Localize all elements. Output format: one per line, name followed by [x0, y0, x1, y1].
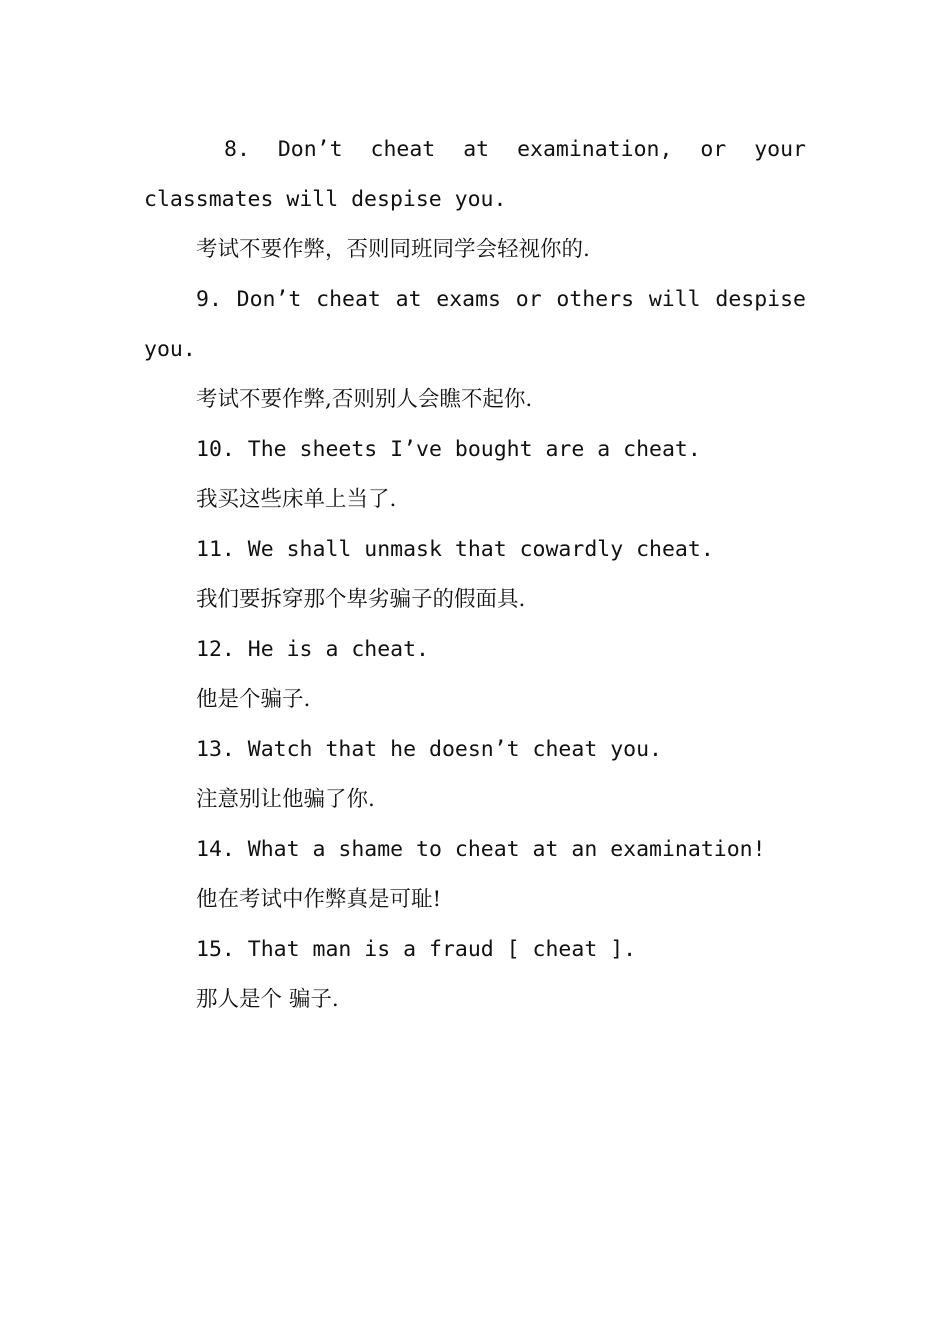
sentence-13-english: 13. Watch that he doesn’t cheat you. [196, 737, 662, 762]
sentence-13-chinese: 注意别让他骗了你. [196, 787, 375, 812]
sentence-15-english: 15. That man is a fraud [ cheat ]. [196, 937, 637, 962]
sentence-14-chinese: 他在考试中作弊真是可耻! [196, 887, 442, 912]
sentence-9-english: 9. Don’t cheat at exams or others will despise you. [144, 287, 806, 362]
sentence-10-chinese: 我买这些床单上当了. [196, 487, 397, 512]
sentence-9-chinese: 考试不要作弊,否则别人会瞧不起你. [196, 387, 533, 412]
sentence-14-english: 14. What a shame to cheat at an examination! [196, 837, 766, 862]
sentence-8-english: 8. Don’t cheat at examination, or your classmates will despise you. [144, 137, 806, 212]
sentence-11-chinese: 我们要拆穿那个卑劣骗子的假面具. [196, 587, 526, 612]
sentence-10-english: 10. The sheets I’ve bought are a cheat. [196, 437, 701, 462]
sentence-12-chinese: 他是个骗子. [196, 687, 311, 712]
sentence-12-english: 12. He is a cheat. [196, 637, 429, 662]
sentence-8-chinese: 考试不要作弊，否则同班同学会轻视你的. [196, 237, 590, 262]
sentence-11-english: 11. We shall unmask that cowardly cheat. [196, 537, 714, 562]
sentence-15-chinese: 那人是个 骗子. [196, 987, 339, 1012]
document-body [144, 125, 806, 1025]
